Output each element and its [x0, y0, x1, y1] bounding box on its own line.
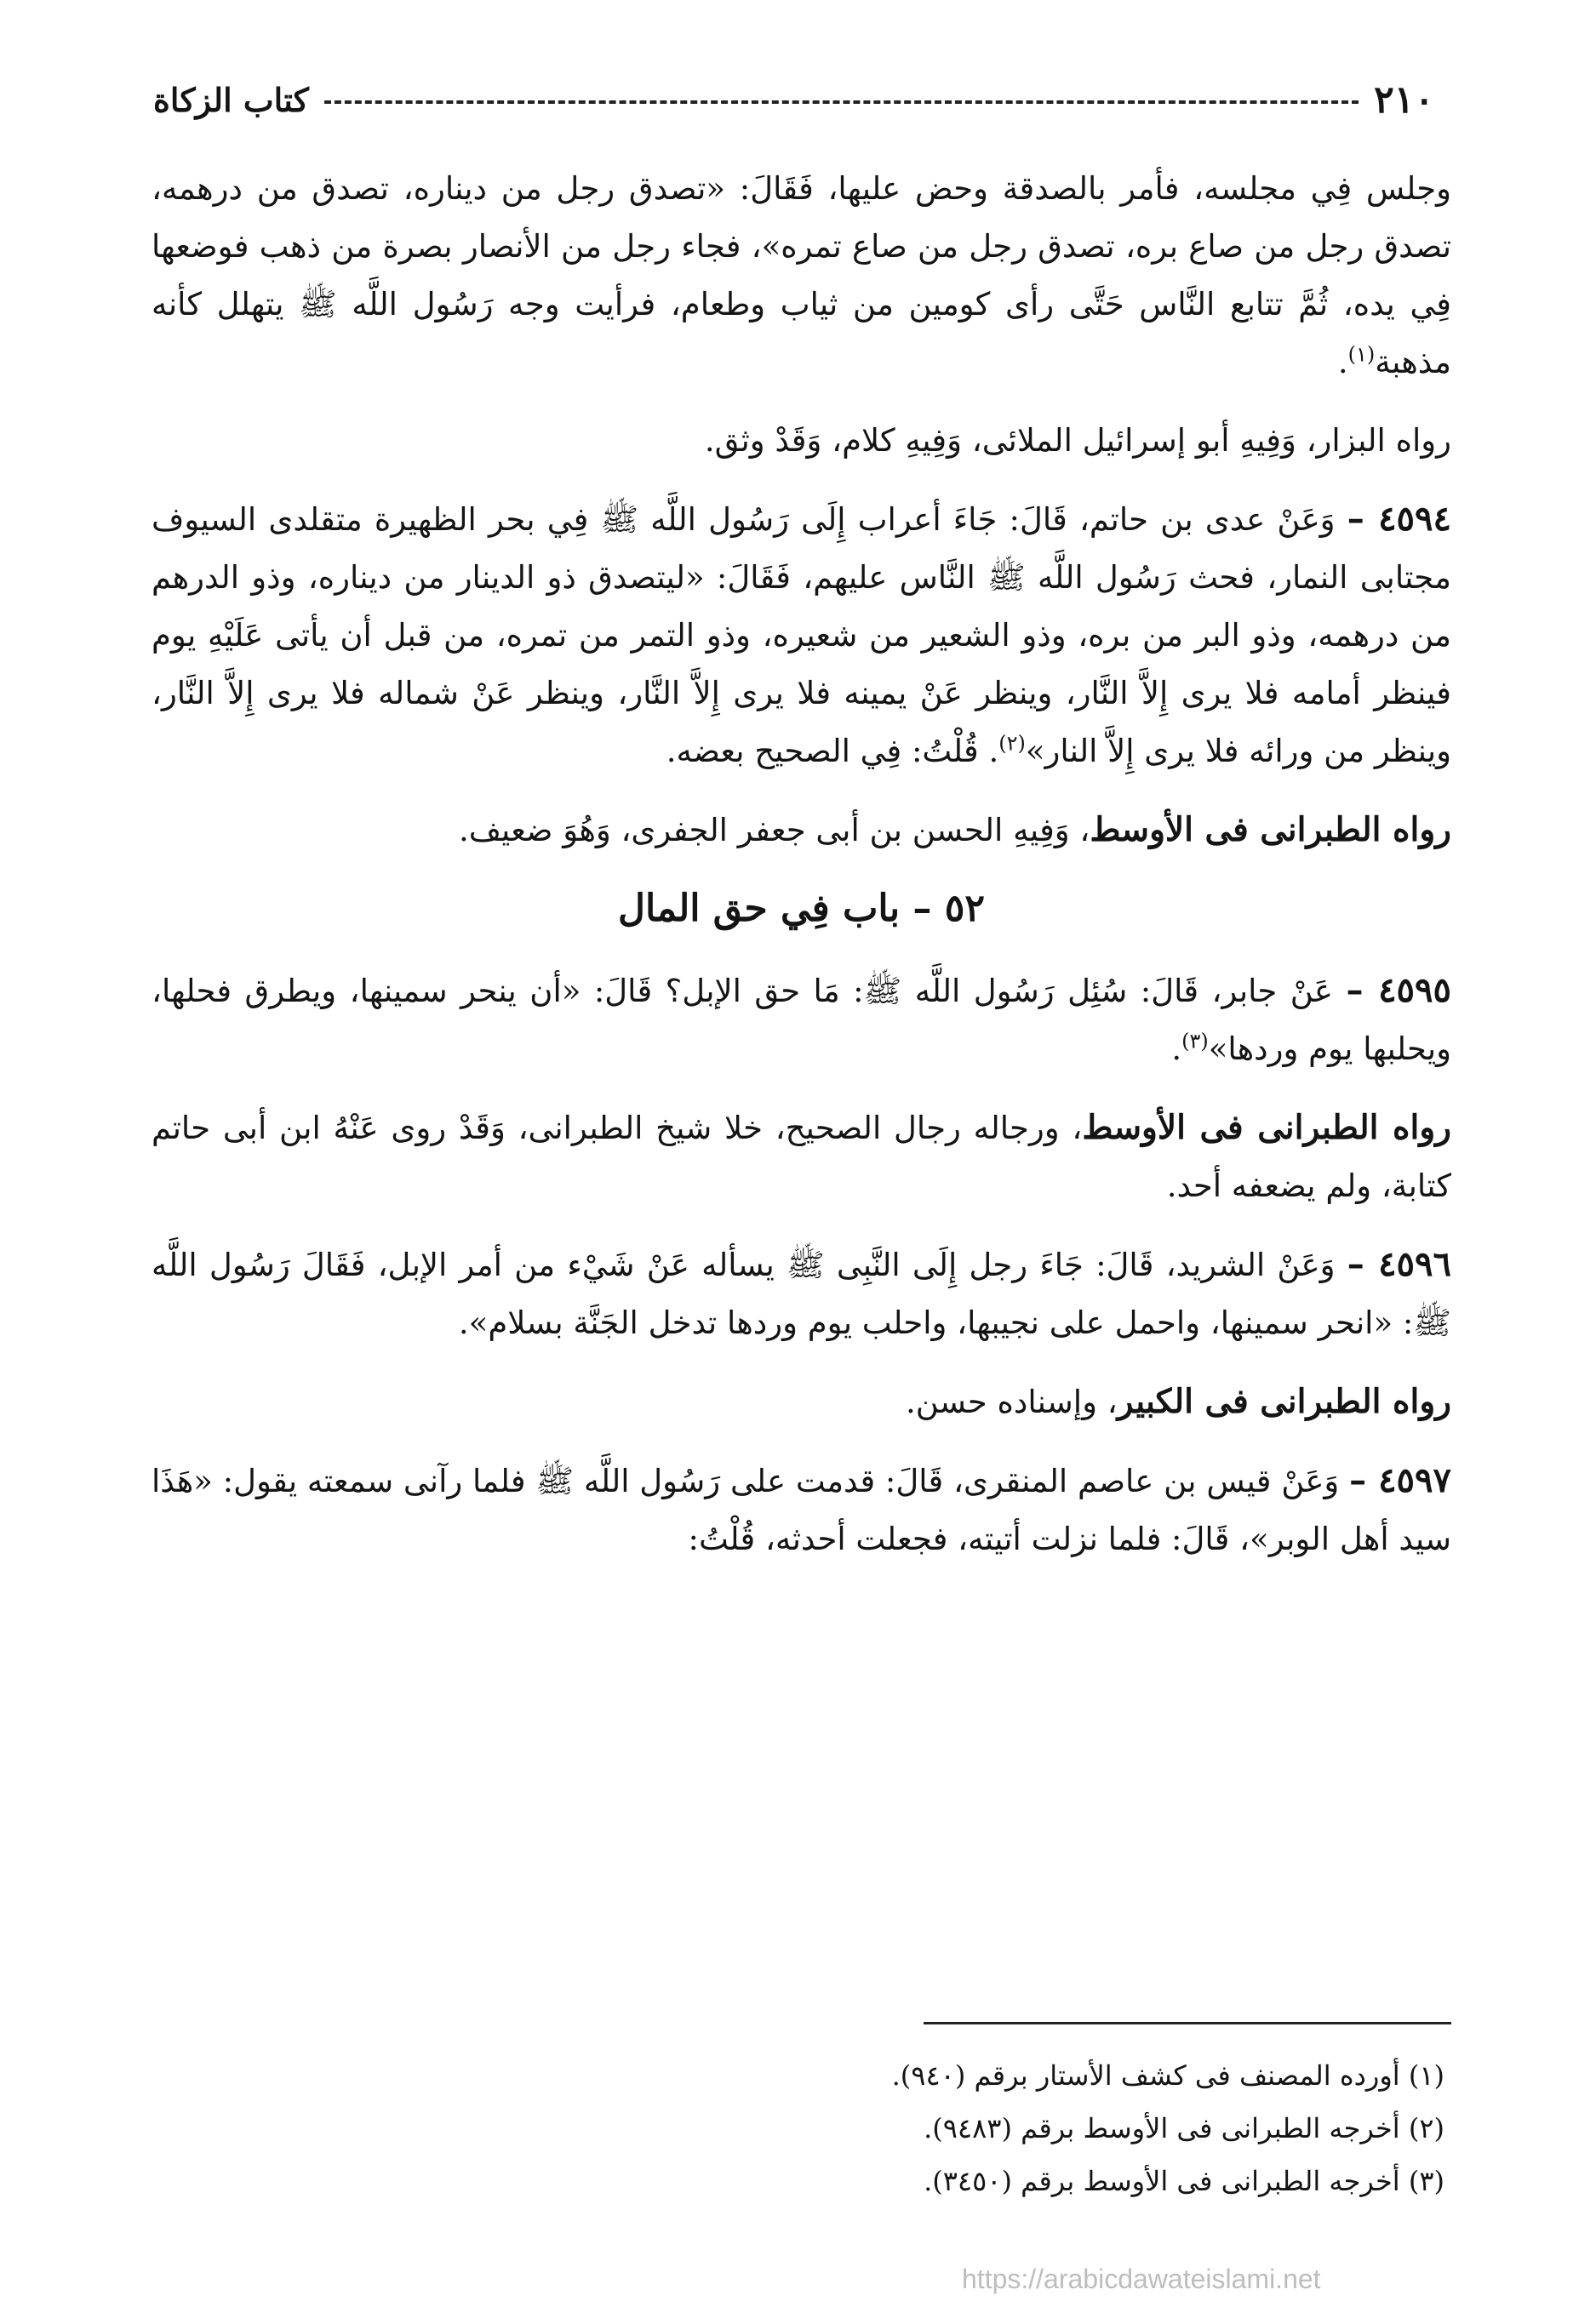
footnote-3: (٣) أخرجه الطبرانى فى الأوسط برقم (٣٤٥٠). [924, 2165, 1444, 2197]
source-text: رواه البزار، وَفِيهِ أبو إسرائيل الملائى، وَفِيهِ كلام، وَقَدْ وثق. [704, 422, 1451, 459]
hadith-number: ٤٥٩٦ – [1347, 1244, 1451, 1284]
source-note [152, 1373, 1451, 1431]
source-note [152, 412, 1451, 470]
footnote-ref-2[interactable]: (٢) [998, 731, 1026, 756]
hadith-number: ٤٥٩٥ – [1346, 970, 1451, 1010]
hadith-4594 [152, 490, 1451, 780]
source-note [152, 801, 1451, 859]
source-bold: رواه الطبرانى فى الأوسط [1090, 810, 1451, 849]
paragraph-end: . [1337, 344, 1348, 380]
paragraph-text: وجلس فِي مجلسه، فأمر بالصدقة وحض عليها، فَقَالَ: «تصدق رجل من ديناره، تصدق من درهمه، تصدق رجل من صاع بره، تصدق رجل من صاع تمره»، فجاء رجل من الأنصار بصرة من ذهب فوضعها فِي يده، ثُمَّ تتابع النَّاس حَتَّى رأى كومين من ثياب وطعام، فرأيت وجه رَسُول اللَّه ﷺ يتهلل كأنه مذهبة [152, 170, 1451, 380]
page-number: ٢١٠ [1374, 77, 1434, 122]
hadith-text: عَنْ جابر، قَالَ: سُئِل رَسُول اللَّه ﷺ: مَا حق الإبل؟ قَالَ: «أن ينحر سمينها، ويطرق فحلها، ويحلبها يوم وردها» [152, 973, 1451, 1067]
header-dashed-rule [324, 100, 1359, 104]
source-bold: رواه الطبرانى فى الأوسط [1082, 1108, 1451, 1147]
hadith-end: . قُلْتُ: فِي الصحيح بعضه. [666, 733, 999, 769]
hadith-text: وَعَنْ قيس بن عاصم المنقرى، قَالَ: قدمت على رَسُول اللَّه ﷺ فلما رآنى سمعته يقول: «هَذَا سيد أهل الوبر»، قَالَ: فلما نزلت أتيته، فجعلت أحدثه، قُلْتُ: [152, 1463, 1451, 1557]
hadith-text: وَعَنْ عدى بن حاتم، قَالَ: جَاءَ أعراب إِلَى رَسُول اللَّه ﷺ فِي بحر الظهيرة متقلدى السيوف مجتابى النمار، فحث رَسُول اللَّه ﷺ النَّاس عليهم، فَقَالَ: «ليتصدق ذو الدينار من ديناره، وذو الدرهم من درهمه، وذو البر من بره، وذو الشعير من شعيره، وذو التمر من تمره، من قبل أن يأتى عَلَيْهِ يوم فينظر أمامه فلا يرى إِلاَّ النَّار، وينظر عَنْ يمينه فلا يرى إِلاَّ النَّار، وينظر عَنْ شماله فلا يرى إِلاَّ النَّار، وينظر من ورائه فلا يرى إِلاَّ النار» [152, 501, 1451, 769]
footnote-1: (١) أورده المصنف فى كشف الأستار برقم (٩٤٠). [891, 2059, 1444, 2092]
page-body [152, 160, 1451, 1589]
footnote-ref-3[interactable]: (٣) [1181, 1029, 1209, 1054]
source-bold: رواه الطبرانى فى الكبير [1117, 1382, 1451, 1421]
source-text: ، ورجاله رجال الصحيح، خلا شيخ الطبرانى، وَقَدْ روى عَنْهُ ابن أبى حاتم كتابة، ولم يضعفه أحد. [152, 1110, 1451, 1204]
hadith-number: ٤٥٩٤ – [1347, 499, 1451, 539]
hadith-number: ٤٥٩٧ – [1349, 1460, 1451, 1500]
page-header [153, 70, 1434, 129]
hadith-4596 [152, 1236, 1451, 1352]
hadith-end: . [1171, 1031, 1182, 1067]
section-heading: ٥٢ – باب فِي حق المال [618, 887, 985, 930]
book-title: كتاب الزكاة [153, 80, 309, 119]
hadith-text: وَعَنْ الشريد، قَالَ: جَاءَ رجل إِلَى النَّبِى ﷺ يسأله عَنْ شَيْء من أمر الإبل، فَقَالَ رَسُول اللَّه ﷺ: «انحر سمينها، واحمل على نجيبها، واحلب يوم وردها تدخل الجَنَّة بسلام». [152, 1247, 1451, 1341]
paragraph-continuation [152, 160, 1451, 391]
hadith-4597 [152, 1452, 1451, 1568]
hadith-4595 [152, 962, 1451, 1078]
source-text: ، وإسناده حسن. [905, 1384, 1118, 1420]
source-note [152, 1099, 1451, 1215]
footnotes [511, 2049, 1444, 2207]
footnote-ref-1[interactable]: (١) [1347, 342, 1376, 367]
watermark-url: https://arabicdawateislami.net [962, 2264, 1321, 2294]
footnote-2: (٢) أخرجه الطبرانى فى الأوسط برقم (٩٤٨٣). [924, 2112, 1444, 2144]
footnote-divider [924, 2022, 1451, 2024]
source-text: ، وَفِيهِ الحسن بن أبى جعفر الجفرى، وَهُوَ ضعيف. [458, 812, 1090, 848]
